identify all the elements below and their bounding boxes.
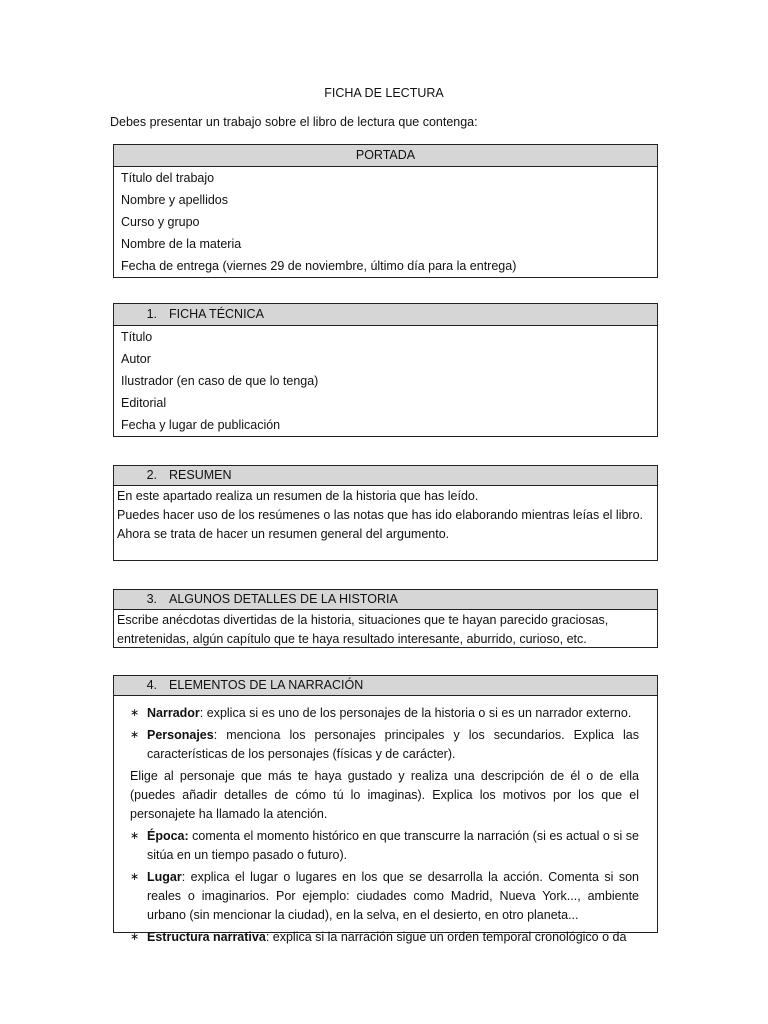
section-number: 4. [146,678,157,692]
portada-item-curso: Curso y grupo [121,215,200,229]
resumen-header [114,466,657,486]
asterisk-bullet-icon: ∗ [130,707,140,719]
bullet-text: : explica el lugar o lugares en los que se desarrolla la acción. Comenta si son reales o imaginarios. Por ejemplo: ciudades como Madrid, Nueva York..., ambiente urbano (sin mencionar la ciudad), en la selva, en el desierto, en otro planeta... [147,870,639,922]
bullet-epoca [130,827,639,865]
section-number: 1. [146,307,157,321]
portada-box [113,144,658,278]
section-number: 2. [146,468,157,482]
resumen-line: Puedes hacer uso de los resúmenes o las notas que has ido elaborando mientras leías el libro. [117,508,644,522]
intro-text: Debes presentar un trabajo sobre el libro de lectura que contenga: [110,115,478,129]
ficha-item-titulo: Título [121,330,153,344]
bullet-lugar [130,868,639,925]
bullet-estructura [130,928,639,947]
section-title: RESUMEN [169,468,232,482]
detalles-box [113,589,658,648]
asterisk-bullet-icon: ∗ [130,729,140,741]
bullet-label: Estructura narrativa [147,930,266,944]
ficha-item-fecha: Fecha y lugar de publicación [121,418,281,432]
section-title: ELEMENTOS DE LA NARRACIÓN [169,678,364,692]
bullet-personajes [130,726,639,764]
page-title: FICHA DE LECTURA [324,86,444,100]
narracion-box [113,675,658,944]
ficha-item-ilustrador: Ilustrador (en caso de que lo tenga) [121,374,319,388]
ficha-item-editorial: Editorial [121,396,167,410]
portada-item-materia: Nombre de la materia [121,237,242,251]
bullet-label: Narrador [147,706,200,720]
portada-item-fecha: Fecha de entrega (viernes 29 de noviembre, último día para la entrega) [121,259,517,273]
narracion-header [114,676,657,696]
resumen-box [113,465,658,561]
bullet-label: Época: [147,829,189,843]
ficha-tecnica-header [114,304,657,326]
resumen-line: Ahora se trata de hacer un resumen general del argumento. [117,527,450,541]
personaje-paragraph: Elige al personaje que más te haya gustado y realiza una descripción de él o de ella (puedes añadir detalles de cómo tú lo imaginas). Explica los motivos por los que el personajete ha llamado la atención. [130,769,639,821]
bullet-text: : menciona los personajes principales y los secundarios. Explica las características de los personajes (físicas y de carácter). [147,728,639,761]
section-number: 3. [146,592,157,606]
portada-header: PORTADA [114,145,657,167]
bullet-narrador [130,704,639,723]
section-title: ALGUNOS DETALLES DE LA HISTORIA [169,592,398,606]
bullet-label: Personajes [147,728,214,742]
asterisk-bullet-icon: ∗ [130,931,140,943]
resumen-line: En este apartado realiza un resumen de la historia que has leído. [117,489,479,503]
section-title: FICHA TÉCNICA [169,307,264,321]
bullet-text: comenta el momento histórico en que transcurre la narración (si es actual o si se sitúa en un tiempo pasado o futuro). [147,829,639,862]
resumen-body [114,486,657,544]
bullet-text: : explica si es uno de los personajes de la historia o si es un narrador externo. [199,706,632,720]
portada-item-nombre: Nombre y apellidos [121,193,228,207]
asterisk-bullet-icon: ∗ [130,830,140,842]
ficha-item-autor: Autor [121,352,151,366]
ficha-tecnica-box [113,303,658,437]
detalles-body: Escribe anécdotas divertidas de la historia, situaciones que te hayan parecido graciosas, entretenidas, algún capítulo que te haya resultado interesante, aburrido, curioso, etc. [117,613,609,646]
narracion-body [114,696,657,947]
asterisk-bullet-icon: ∗ [130,871,140,883]
detalles-header [114,590,657,610]
bullet-label: Lugar [147,870,182,884]
portada-item-titulo: Título del trabajo [121,171,215,185]
bullet-text: : explica si la narración sigue un orden temporal cronológico o da [265,930,627,944]
